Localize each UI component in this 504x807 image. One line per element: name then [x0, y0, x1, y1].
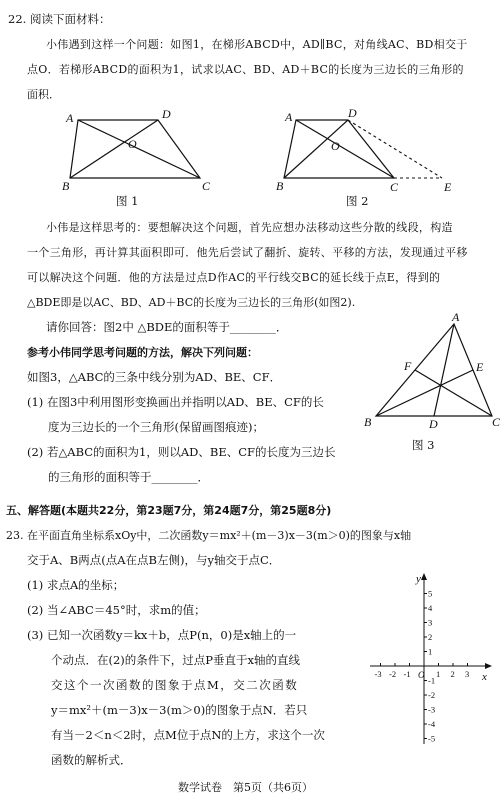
paragraph-1-line-2: 点O．若梯形ABCD的面积为1，试求以AC、BD、AD＋BC的长度为三边长的三角形的 — [27, 63, 464, 76]
reference-title: 参考小伟同学思考问题的方法，解决下列问题： — [27, 346, 258, 359]
fig1-label-c: C — [202, 179, 211, 193]
y-tick-label: 4 — [428, 603, 433, 613]
subquestion-2-line-2: 的三角形的面积等于________． — [48, 470, 209, 484]
question-22-number: 22. — [8, 12, 27, 26]
y-axis-arrow — [421, 573, 427, 580]
fig3-label-b: B — [364, 415, 372, 429]
paragraph-1-line-1: 小伟遇到这样一个问题：如图1，在梯形ABCD中，AD∥BC，对角线AC、BD相交于 — [46, 38, 468, 51]
q23-part-3-line-4: y＝mx²＋(m－3)x－3(m＞0)的图象于点N．若只 — [51, 703, 308, 717]
answer-prompt: 请你回答：图2中 △BDE的面积等于________． — [46, 320, 288, 334]
y-tick-label: 3 — [428, 617, 433, 628]
figure-3-triangle-medians — [364, 310, 501, 431]
subquestion-1-line-2: 度为三边长的一个三角形(保留画图痕迹)； — [48, 420, 264, 434]
x-tick-label: 3 — [465, 669, 470, 679]
fig2-label-o: O — [331, 139, 340, 153]
fig1-label-d: D — [162, 107, 171, 121]
fig3-label-f: F — [404, 359, 412, 373]
coordinate-axes — [366, 570, 498, 750]
paragraph-2-line-3: 可以解决这个问题．他的方法是过点D作AC的平行线交BC的延长线于点E，得到的 — [27, 271, 441, 284]
question-22-heading: 阅读下面材料： — [30, 12, 111, 26]
y-tick-label: -1 — [428, 675, 436, 686]
fig2-label-d: D — [348, 106, 357, 120]
subquestion-2-line-1: (2) 若△ABC的面积为1，则以AD、BE、CF的长度为三边长 — [27, 445, 336, 459]
x-tick-label: -1 — [403, 669, 411, 679]
fig2-label-e: E — [444, 180, 452, 194]
figure-3-intro: 如图3，△ABC的三条中线分别为AD、BE、CF． — [27, 370, 282, 384]
question-23-line-2: 交于A、B两点(点A在点B左侧)，与y轴交于点C． — [27, 553, 281, 567]
page-footer: 数学试卷 第5页（共6页） — [178, 781, 313, 794]
figure-1-trapezoid — [60, 108, 220, 203]
q23-part-3-line-6: 函数的解析式． — [51, 753, 132, 767]
fig1-label-b: B — [62, 179, 70, 193]
paragraph-2-line-2: 一个三角形，再计算其面积即可．他先后尝试了翻折、旋转、平移的方法，发现通过平移 — [27, 246, 468, 259]
x-tick-label: 2 — [450, 669, 455, 679]
paragraph-2-line-4: △BDE即是以AC、BD、AD＋BC的长度为三边长的三角形(如图2). — [27, 296, 356, 309]
q23-part-3-line-5: 有当－2＜n＜2时，点M位于点N的上方，求这个一次 — [51, 728, 325, 742]
fig1-label-a: A — [66, 111, 74, 125]
q23-part-3-line-1: (3) 已知一次函数y＝kx＋b，点P(n，0)是x轴上的一 — [27, 628, 297, 642]
x-tick-label: 1 — [436, 669, 441, 679]
y-tick-label: -3 — [428, 704, 436, 715]
origin-label: O — [418, 670, 425, 680]
subquestion-1-line-1: (1) 在图3中利用图形变换画出并指明以AD、BE、CF的长 — [27, 395, 324, 409]
q23-part-3-line-3: 交这个一次函数的图象于点M，交二次函数 — [51, 678, 299, 692]
x-axis-arrow — [485, 663, 492, 669]
x-axis-label: x — [482, 671, 487, 683]
section-5-title: 五、解答题(本题共22分，第23题7分，第24题7分，第25题8分) — [6, 504, 332, 517]
y-tick-label: -4 — [428, 719, 436, 729]
y-tick-label: -2 — [428, 690, 436, 700]
figure-1-caption: 图 1 — [116, 194, 139, 208]
y-tick-label: -5 — [428, 733, 436, 744]
y-tick-label: 2 — [428, 632, 433, 642]
q23-part-3-line-2: 个动点．在(2)的条件下，过点P垂直于x轴的直线 — [51, 653, 301, 667]
paragraph-1-line-3: 面积． — [27, 88, 60, 101]
fig3-label-d: D — [429, 417, 438, 431]
fig2-label-a: A — [285, 110, 293, 124]
x-tick-label: -3 — [374, 669, 382, 679]
figure-2-trapezoid — [276, 106, 462, 203]
q23-part-1: (1) 求点A的坐标； — [27, 578, 125, 592]
figure-3-caption: 图 3 — [412, 438, 435, 452]
fig3-label-a: A — [452, 310, 460, 324]
fig3-label-e: E — [476, 360, 484, 374]
y-tick-label: 5 — [428, 588, 433, 599]
y-tick-label: 1 — [428, 646, 433, 657]
fig2-label-b: B — [276, 179, 284, 193]
fig2-label-c: C — [390, 180, 399, 194]
q23-part-2: (2) 当∠ABC＝45°时，求m的值； — [27, 603, 206, 617]
paragraph-2-line-1: 小伟是这样思考的：要想解决这个问题，首先应想办法移动这些分散的线段，构造 — [46, 221, 453, 234]
fig1-label-o: O — [128, 137, 137, 151]
y-axis-label: y — [416, 573, 421, 585]
fig3-label-c: C — [492, 415, 501, 429]
question-23-line-1: 23. 在平面直角坐标系xOy中，二次函数y＝mx²＋(m－3)x－3(m＞0)的图象与x轴 — [6, 529, 412, 542]
figure-2-caption: 图 2 — [346, 194, 369, 208]
x-tick-label: -2 — [389, 669, 397, 679]
